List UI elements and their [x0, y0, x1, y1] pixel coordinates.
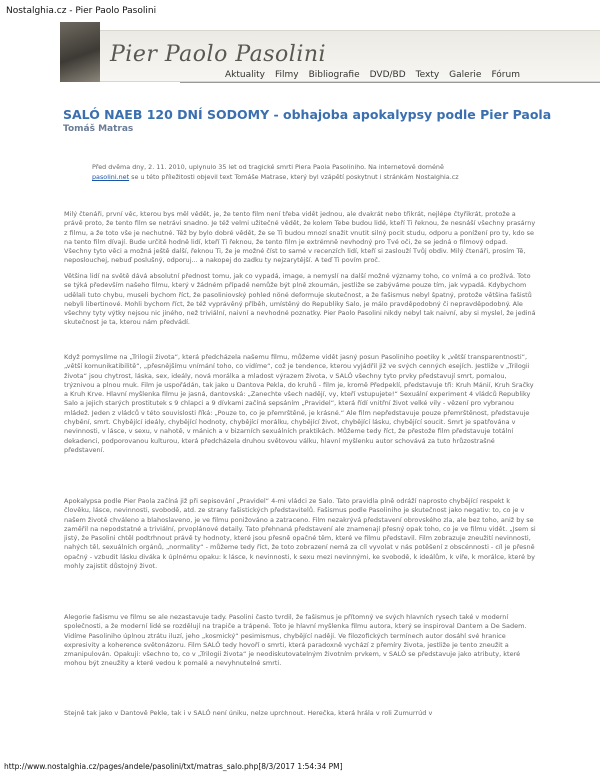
nav-item-galerie[interactable]: Galerie: [449, 70, 482, 80]
intro-text-after: se u této příležitosti objevil text Tomáše Matrase, který byl vzápětí poskytnut i stránkám Nostalghia.cz: [131, 173, 459, 181]
intro-text-before: Před dvěma dny, 2. 11. 2010, uplynulo 35 let od tragické smrti Piera Paola Pasoliniho. Na internetové doméně: [92, 163, 444, 171]
nav-item-texty[interactable]: Texty: [415, 70, 440, 80]
paragraph: Když pomyslíme na „Trilogii života“, která předcházela našemu filmu, můžeme vidět jasný posun Pasoliniho poetiky k „větší transparentnosti“, „větší komunikatibilitě“, „přesnějšímu vnímání toho, co vidíme“, což je tendence, kterou vyjádřil již ve svých cenných esejích. Jestliže v „Trilogii života“ jsou chytrost, láska, sex, ideály, nová morálka a mladost výrazem života, v SALÓ všechny tyto prvky představují smrt, pomalou, trýznivou a plnou muk. Film je uspořádán, tak jako u Dantova Pekla, do kruhů - film je, kromě Předpeklí, představuje tři: Kruh Mánií, Kruh Sračky a Kruh Krve. Hlavní myšlenka filmu je jasná, dantovská: „Zanechte všech nadějí, vy, kteří vstupujete!“ Sexuální experiment 4 vládců Republiky Salo a jejich starých prostitutek s 9 chlapci a 9 dívkami začíná sepsáním „Pravidel“, která řídí vnitřní život velké vily - vězení pro vybranou mládež. Jeden z vládců v této souvislosti říká: „Pouze to, co je přemrštěné, je krásné.“ Ale film nepředstavuje pouze přemrštěnost, představuje chybění, smrt. Chybějící ideály, chybějící hodnoty, chybějící morálku, chybějící život, chybějící lásku, chybějící soucit. Smrt je spatřována v nevinnosti, v lásce, v sexu, v nahotě, v mánich a v bizarních sexuálních praktikách. Můžeme tedy říct, že přestože film představuje totální dekadenci, podporovanou kulturou, která předcházela druhou světovou válku, hlavní myšlenku autor schovává za tuto hrůzostrašné představení.: [64, 353, 534, 454]
browser-title: Nostalghia.cz - Pier Paolo Pasolini: [6, 6, 157, 16]
main-nav: [225, 70, 520, 80]
nav-item-filmy[interactable]: Filmy: [274, 70, 299, 80]
nav-item-forum[interactable]: Fórum: [491, 70, 520, 80]
nav-item-aktuality[interactable]: Aktuality: [225, 70, 265, 80]
pasolini-net-link[interactable]: pasolini.net: [92, 173, 130, 181]
print-footer-url: http://www.nostalghia.cz/pages/andele/pasolini/txt/matras_salo.php[8/3/2017 1:54:34 PM]: [4, 762, 343, 771]
article-author: Tomáš Matras: [63, 124, 134, 134]
site-header: [60, 22, 600, 92]
article-intro: [92, 162, 502, 182]
paragraph: Většina lidí na světě dává absolutní přednost tomu, jak co vypadá, image, a nemyslí na další možné významy toho, co vnímá a co prožívá. Toto se týká především našeho filmu, který v žádném případě nemůže být plně zkoumán, jestliže se zabýváme pouze tím, jak vypadá. Kdybychom udělali tuto chybu, museli bychom říct, že pasoliniovský pohled nöné deformuje skutečnost, a že fašismus nebyl špatný, protože většina fašistů nebyli libertinové. Mohli bychom říct, že též vyprávěný příběh, umístěný do Republiky Salo, je málo pravděpodobný či nepravděpodobný. Ale všechny tyty výtky nejsou nic jiného, než triviální, naivní a nevhodné poznatky. Pier Paolo Pasolini nikdy nebyl tak naivní, aby si myslel, že jediná skutečnost je ta, kterou nám předvádí.: [64, 272, 536, 327]
nav-item-bibliografie[interactable]: Bibliografie: [308, 70, 360, 80]
article-title: SALÓ NAEB 120 DNÍ SODOMY - obhajoba apokalypsy podle Pier Paola: [63, 107, 552, 122]
nav-item-dvd-bd[interactable]: DVD/BD: [369, 70, 406, 80]
nav-divider: [180, 82, 600, 83]
paragraph: Apokalypsa podle Pier Paola začíná již při sepisování „Pravidel“ 4-mi vládci ze Salo. Tato pravidla plně odráží naprosto chybějící respekt k člověku, lásce, nevinnosti, svobodě, atd. ze strany fašistických představitelů. Fašismus podle Pasoliniho je skutečnost jako negativ: to, co je v našem životě chváleno a blahoslaveno, je ve filmu ponižováno a zatraceno. Film nezakrývá představení obrovského zla, ale bez toho, aniž by se zaměřil na nepodstatné a triviální, prvoplánové detaily. Tato přehnaná představení ale znamenají přesný opak toho, co je ve filmu vidět. „Jsem si jistý, že Pasolini chtěl podtrhnout právě ty hodnoty, které jsou přesně opačné těm, které ve filmu představil. Film zobrazuje zneužití nevinnosti, nahých těl, sexuálních orgánů, „normality“ - můžeme tedy říct, že toto zobrazení nemá za cíl vyvolat v nás potěšení z obscénnosti - cíl je přesně opačný - vzbudit lásku diváka k úplnému opaku: k lásce, k nevinnosti, k sexu mezi nevinnými, ke svobodě, k ideálům, k víře, k morálce, které by mohly zajistit důstojný život.: [64, 497, 536, 571]
paragraph: Stejně tak jako v Dantově Pekle, tak i v SALÓ není úniku, nelze uprchnout. Herečka, která hrála v roli Zumurrúd v: [64, 709, 433, 717]
paragraph: Alegorie fašismu ve filmu se ale nezastavuje tady. Pasolini často tvrdil, že fašismus je přítomný ve svých hlavních rysech také v moderní společnosti, a že moderní lidé se rozdělují na trapiče a trápené. Toto je hlavní myšlenka filmu autora, který se inspiroval Dantem a De Sadem. Vidíme Pasoliniho úplnou ztrátu iluzí, jeho „kosmický“ pesimismus, chybějící naději. Ve filozofických termínech autor dosáhl své hranice expresivity a koherence světonázoru. Film SALÓ tedy hovoří o smrti, která paradoxně vychází z přemíry života, jestliže je tento zneužit a zmanipulován. Opakuji: všechno to, co v „Trilogii života“ je neodiskutovatelným životním prvkem, v SALÓ se představuje jako atributy, které mohou být zneužity a které vedou k pomalé a nevyhnutelné smrti.: [64, 613, 527, 668]
paragraph: Milý čtenáři, první věc, kterou bys měl vědět, je, že tento film není třeba vidět jednou, ale dvakrát nebo třikrát, nejlépe čtyřikrát, protože a právě proto, že tento film se netrávi snadno. Je též velmi užitečné vědět, že kolem Tebe budou lidé, kteří Ti řeknou, že nesnáší všechny prasárny z filmu, a že toto vše je nechutné. Též by bylo dobré vědět, že se Ti budou mnozí snažit vnutit silný pocit studu, odporu a ponížení pro ty, kdo se na tento film dívají. Bude určitě hodně lidí, kteří Ti řeknou, že tento film je extrémně nevhodný pro Tvé oči, že se jedná o filmový odpad. Všechny tyto věci a možná ještě další, řeknou Ti, že je možné číst to samé v recenzích lidí, kteří si zaslouží Tvůj obdiv. Milý čtenáři, prosím Tě, neposlouchej, nebuď poslušný, odporuj... a nakopej do zadku ty nejzarytější. A teď Ti povím proč.: [64, 210, 536, 265]
site-logo[interactable]: Pier Paolo Pasolini: [110, 42, 327, 67]
pasolini-photo: [60, 22, 100, 82]
